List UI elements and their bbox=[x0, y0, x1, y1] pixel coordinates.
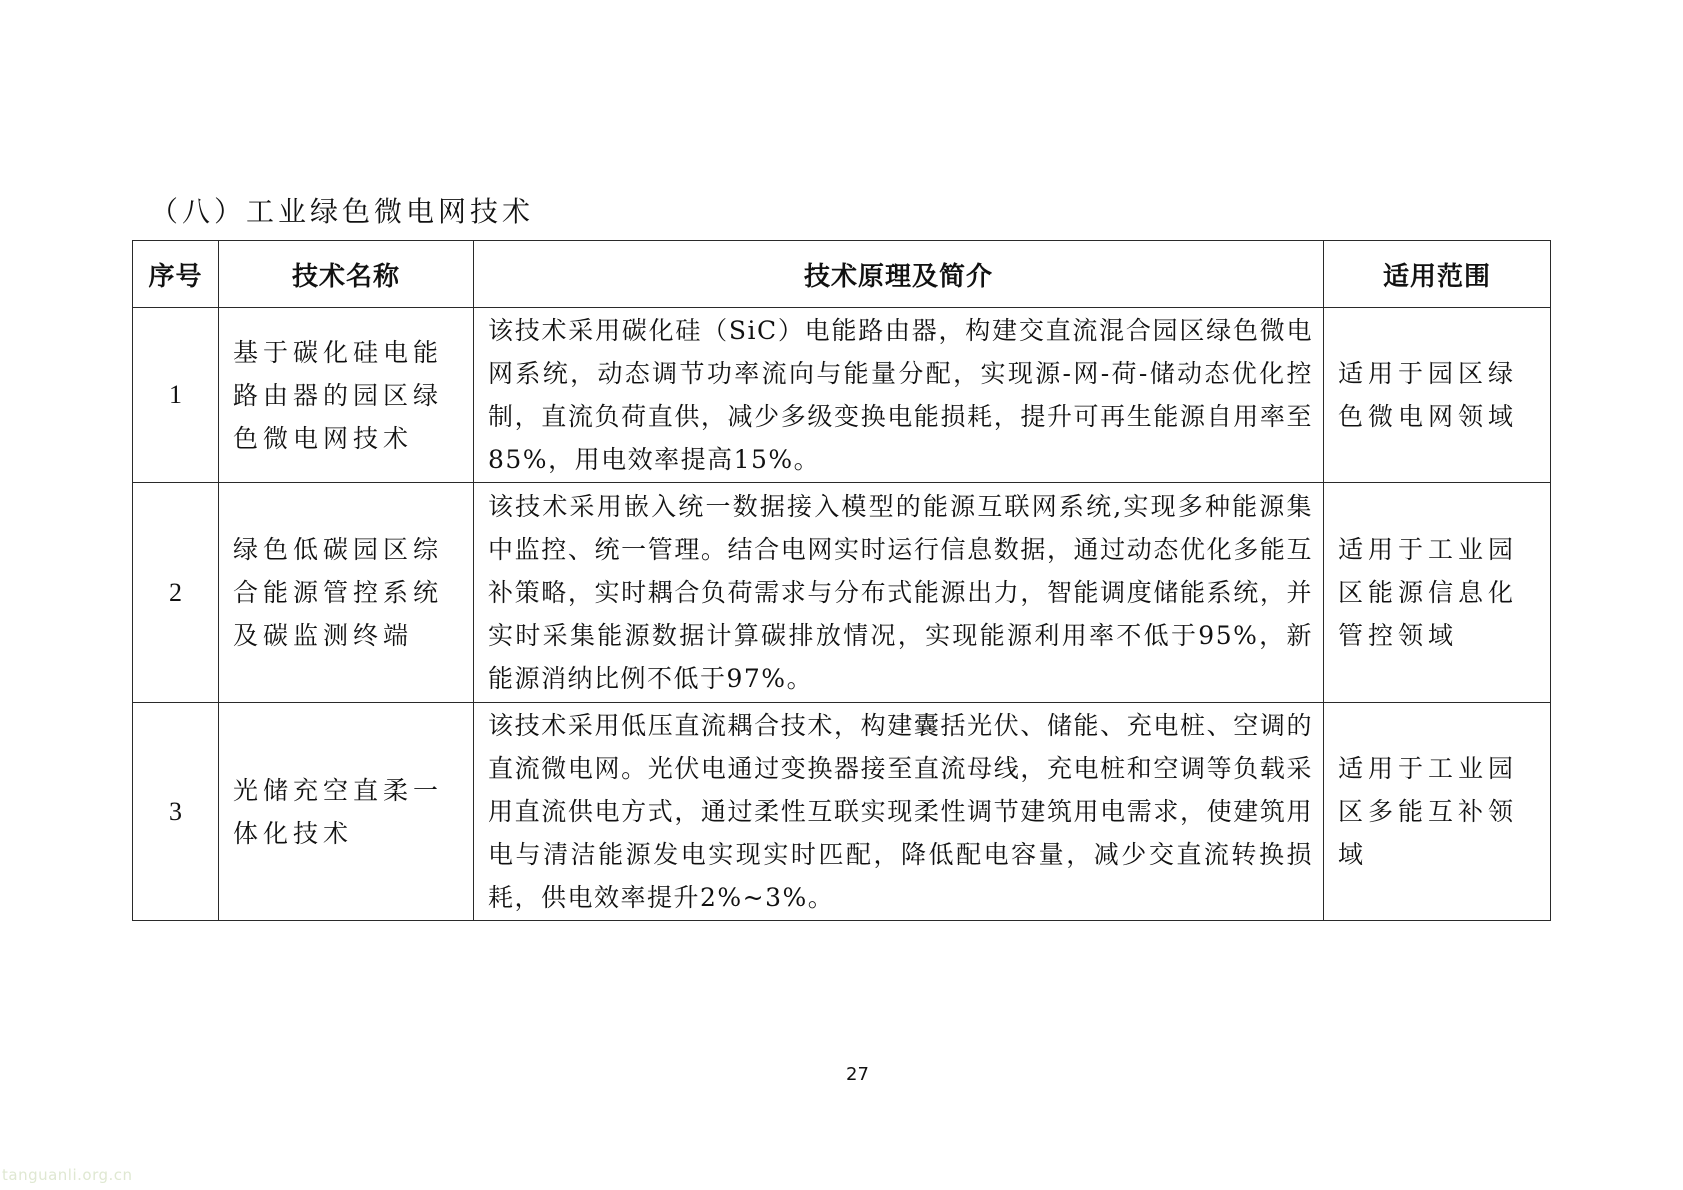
header-no: 序号 bbox=[133, 241, 219, 308]
technology-description: 该技术采用嵌入统一数据接入模型的能源互联网系统,实现多种能源集中监控、统一管理。结合电网实时运行信息数据，通过动态优化多能互补策略，实时耦合负荷需求与分布式能源出力，智能调度储能系统，并实时采集能源数据计算碳排放情况，实现能源利用率不低于95%，新能源消纳比例不低于97%。 bbox=[474, 483, 1324, 703]
table-row bbox=[133, 703, 1551, 921]
row-number: 1 bbox=[133, 308, 219, 483]
row-number: 3 bbox=[133, 703, 219, 921]
header-scope: 适用范围 bbox=[1324, 241, 1551, 308]
application-scope: 适用于工业园区能源信息化管控领域 bbox=[1324, 483, 1551, 703]
technology-name: 基于碳化硅电能路由器的园区绿色微电网技术 bbox=[219, 308, 474, 483]
page-number: 27 bbox=[846, 1064, 869, 1085]
application-scope: 适用于园区绿色微电网领域 bbox=[1324, 308, 1551, 483]
header-name: 技术名称 bbox=[219, 241, 474, 308]
header-description: 技术原理及简介 bbox=[474, 241, 1324, 308]
technology-table bbox=[132, 240, 1551, 921]
technology-description: 该技术采用低压直流耦合技术，构建囊括光伏、储能、充电桩、空调的直流微电网。光伏电通过变换器接至直流母线，充电桩和空调等负载采用直流供电方式，通过柔性互联实现柔性调节建筑用电需求，使建筑用电与清洁能源发电实现实时匹配，降低配电容量，减少交直流转换损耗，供电效率提升2%~3%。 bbox=[474, 703, 1324, 921]
table-row bbox=[133, 308, 1551, 483]
row-number: 2 bbox=[133, 483, 219, 703]
table-row bbox=[133, 483, 1551, 703]
technology-description: 该技术采用碳化硅（SiC）电能路由器，构建交直流混合园区绿色微电网系统，动态调节功率流向与能量分配，实现源-网-荷-储动态优化控制，直流负荷直供，减少多级变换电能损耗，提升可再生能源自用率至85%，用电效率提高15%。 bbox=[474, 308, 1324, 483]
application-scope: 适用于工业园区多能互补领域 bbox=[1324, 703, 1551, 921]
technology-name: 光储充空直柔一体化技术 bbox=[219, 703, 474, 921]
table-header-row bbox=[133, 241, 1551, 308]
watermark: tanguanli.org.cn bbox=[2, 1166, 133, 1184]
section-title: （八）工业绿色微电网技术 bbox=[150, 195, 535, 228]
technology-name: 绿色低碳园区综合能源管控系统及碳监测终端 bbox=[219, 483, 474, 703]
